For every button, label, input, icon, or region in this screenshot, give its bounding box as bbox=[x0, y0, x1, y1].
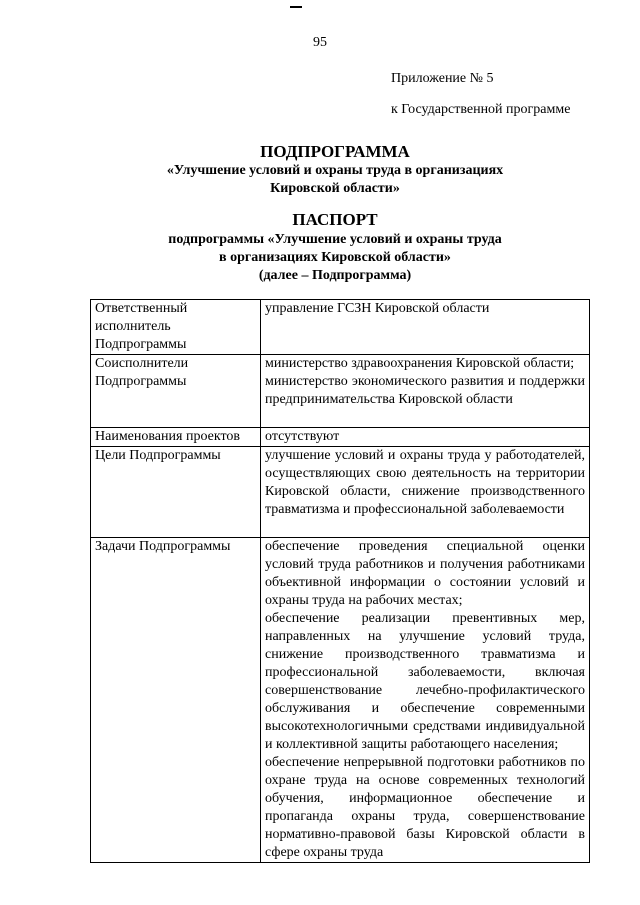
row-value bbox=[261, 355, 590, 428]
row-value-paragraph: отсутствуют bbox=[265, 429, 340, 444]
row-value bbox=[261, 428, 590, 447]
row-value-paragraph: министерство экономического развития и поддержки предпринимательства Кировской области bbox=[265, 374, 585, 407]
passport-subtitle bbox=[0, 231, 640, 285]
table-row bbox=[91, 300, 590, 355]
passport-table bbox=[90, 299, 590, 863]
subprogram-name bbox=[0, 162, 640, 198]
passport-subtitle-line: подпрограммы «Улучшение условий и охраны труда bbox=[168, 232, 502, 247]
table-row bbox=[91, 355, 590, 428]
appendix-label: Приложение № 5 bbox=[391, 71, 494, 86]
table-row bbox=[91, 538, 590, 863]
row-value-paragraph: обеспечение проведения специальной оценки условий труда работников и получения работниками объективной информации о состоянии условий и охраны труда на рабочих местах; bbox=[265, 539, 585, 608]
subprogram-heading: ПОДПРОГРАММА bbox=[260, 142, 410, 161]
row-value bbox=[261, 447, 590, 538]
appendix-reference: к Государственной программе bbox=[391, 102, 571, 117]
row-value-paragraph: министерство здравоохранения Кировской области; bbox=[265, 356, 575, 371]
passport-subtitle-line: (далее – Подпрограмма) bbox=[258, 268, 412, 283]
table-row bbox=[91, 447, 590, 538]
row-label: Ответственный исполнитель Подпрограммы bbox=[91, 300, 261, 355]
row-label: Наименования проектов bbox=[91, 428, 261, 447]
subprogram-name-line: Кировской области» bbox=[270, 181, 400, 196]
row-value-paragraph: управление ГСЗН Кировской области bbox=[265, 301, 490, 316]
row-value-paragraph: улучшение условий и охраны труда у работодателей, осуществляющих свою деятельность на территории Кировской области, снижение производственного травматизма и профессиональной заболеваемости bbox=[265, 448, 585, 517]
passport-subtitle-line: в организациях Кировской области» bbox=[219, 250, 451, 265]
row-value bbox=[261, 300, 590, 355]
row-label: Цели Подпрограммы bbox=[91, 447, 261, 538]
row-value-paragraph: обеспечение реализации превентивных мер, направленных на улучшение условий труда, снижение производственного травматизма и профессиональной заболеваемости, включая совершенствование лечебно-профилактического обслуживания и обеспечение современными высокотехнологичными средствами индивидуальной и коллективной защиты работающего населения; bbox=[265, 611, 585, 752]
table-row bbox=[91, 428, 590, 447]
scan-mark bbox=[290, 6, 302, 8]
page-number: 95 bbox=[313, 35, 327, 50]
passport-heading: ПАСПОРТ bbox=[292, 210, 378, 229]
row-label: Соисполнители Подпрограммы bbox=[91, 355, 261, 428]
row-value-paragraph: обеспечение непрерывной подготовки работников по охране труда на основе современных технологий обучения, информационное обеспечение и пропаганда охраны труда, совершенствование нормативно-правовой базы Кировской области в сфере охраны труда bbox=[265, 755, 585, 860]
row-label: Задачи Подпрограммы bbox=[91, 538, 261, 863]
subprogram-name-line: «Улучшение условий и охраны труда в организациях bbox=[166, 163, 504, 178]
row-value bbox=[261, 538, 590, 863]
